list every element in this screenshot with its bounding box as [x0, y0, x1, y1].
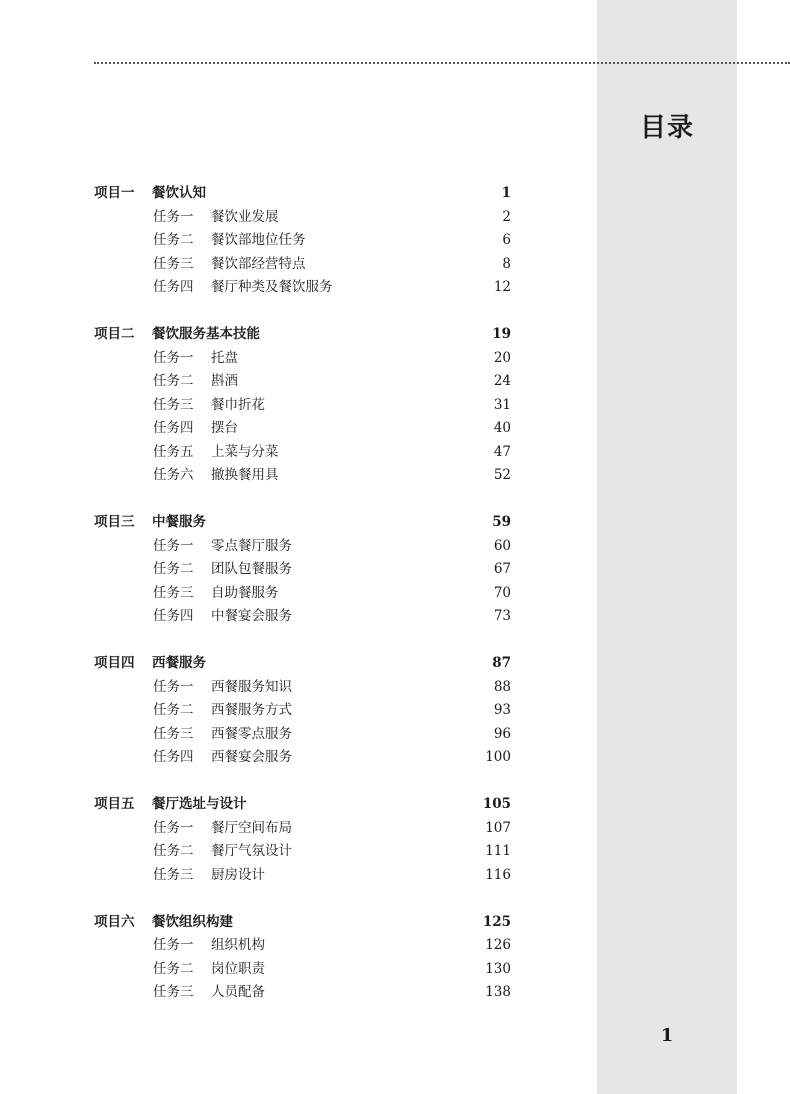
- toc-task-row-title: 西餐零点服务: [211, 725, 292, 742]
- toc-task-row[interactable]: [94, 676, 511, 700]
- toc-task-row[interactable]: [94, 276, 511, 300]
- toc-task-row-title: 零点餐厅服务: [211, 537, 292, 554]
- toc-section: [94, 793, 511, 887]
- toc-task-row-page: 138: [485, 984, 511, 1000]
- toc-task-row-label: 任务三: [153, 255, 194, 272]
- toc-project-row[interactable]: [94, 911, 511, 935]
- toc-task-row-label: 任务一: [153, 537, 194, 554]
- toc-task-row-page: 20: [493, 349, 511, 366]
- toc-task-row-title: 餐厅空间布局: [211, 819, 292, 836]
- toc-task-row-title: 餐厅气氛设计: [211, 843, 292, 859]
- side-band: [597, 0, 737, 1094]
- toc-task-row-page: 111: [485, 843, 511, 859]
- toc-task-row-page: 100: [485, 749, 511, 765]
- toc-task-row-label: 任务三: [153, 866, 194, 883]
- toc-project-row-page: 87: [492, 655, 511, 671]
- toc-task-row[interactable]: [94, 840, 511, 864]
- toc-section: [94, 323, 511, 488]
- toc-task-row[interactable]: [94, 582, 511, 606]
- toc-task-row[interactable]: [94, 864, 511, 888]
- toc-project-row-label: 项目六: [94, 913, 135, 930]
- toc-task-row-label: 任务三: [153, 584, 194, 601]
- toc-section: [94, 911, 511, 1005]
- toc-task-row-page: 73: [493, 608, 511, 624]
- toc-task-row-title: 上菜与分菜: [211, 443, 279, 460]
- toc-task-row-page: 2: [502, 208, 511, 225]
- toc-task-row-label: 任务二: [153, 702, 194, 718]
- toc-task-row[interactable]: [94, 699, 511, 723]
- toc-task-row-label: 任务二: [153, 373, 194, 389]
- toc-task-row-label: 任务四: [153, 749, 194, 765]
- toc-project-row-title: 餐饮服务基本技能: [152, 326, 260, 342]
- toc-task-row[interactable]: [94, 417, 511, 441]
- toc-task-row-title: 餐饮部经营特点: [211, 255, 306, 272]
- toc-task-row-title: 西餐服务知识: [211, 678, 292, 695]
- toc-task-row-label: 任务二: [153, 960, 194, 977]
- dotted-rule: [94, 62, 790, 64]
- toc-task-row-label: 任务三: [153, 725, 194, 742]
- toc-project-row-title: 餐饮组织构建: [152, 913, 233, 930]
- toc-task-row[interactable]: [94, 723, 511, 747]
- toc-task-row-label: 任务二: [153, 843, 194, 859]
- toc-task-row[interactable]: [94, 253, 511, 277]
- toc-task-row-page: 130: [485, 960, 511, 977]
- toc-task-row-title: 自助餐服务: [211, 584, 279, 601]
- toc-task-row-label: 任务一: [153, 208, 194, 225]
- toc-project-row-title: 餐饮认知: [152, 185, 206, 201]
- toc-task-row[interactable]: [94, 934, 511, 958]
- toc-section: [94, 182, 511, 300]
- toc-task-row[interactable]: [94, 817, 511, 841]
- toc-task-row-title: 厨房设计: [211, 866, 265, 883]
- toc-task-row[interactable]: [94, 441, 511, 465]
- toc-project-row-page: 19: [492, 326, 511, 342]
- toc-project-row[interactable]: [94, 511, 511, 535]
- toc-task-row-page: 107: [485, 819, 511, 836]
- toc-task-row-title: 餐厅种类及餐饮服务: [211, 279, 333, 295]
- toc-project-row-title: 中餐服务: [152, 514, 206, 530]
- toc-project-row-label: 项目四: [94, 655, 135, 671]
- toc-task-row-page: 52: [493, 467, 511, 483]
- toc-task-row-page: 126: [485, 937, 511, 953]
- toc-task-row-title: 岗位职责: [211, 960, 265, 977]
- toc-task-row-page: 67: [493, 561, 511, 577]
- toc-task-row[interactable]: [94, 558, 511, 582]
- toc-task-row[interactable]: [94, 605, 511, 629]
- toc-task-row-page: 60: [493, 537, 511, 554]
- toc-task-row-title: 团队包餐服务: [211, 561, 292, 577]
- toc-task-row-page: 93: [493, 702, 511, 718]
- toc-task-row[interactable]: [94, 229, 511, 253]
- toc-task-row-page: 12: [493, 279, 511, 295]
- toc-project-row-label: 项目二: [94, 326, 135, 342]
- toc-section: [94, 652, 511, 770]
- toc-task-row-title: 西餐宴会服务: [211, 749, 292, 765]
- toc-task-row-label: 任务一: [153, 349, 194, 366]
- toc-project-row[interactable]: [94, 652, 511, 676]
- toc-task-row-label: 任务一: [153, 937, 194, 953]
- toc-task-row-page: 116: [485, 866, 511, 883]
- toc-task-row-title: 西餐服务方式: [211, 702, 292, 718]
- toc-task-row[interactable]: [94, 206, 511, 230]
- toc-task-row-page: 70: [493, 584, 511, 601]
- toc-task-row[interactable]: [94, 535, 511, 559]
- toc-task-row-title: 撤换餐用具: [211, 467, 279, 483]
- toc-task-row-label: 任务四: [153, 279, 194, 295]
- toc-task-row[interactable]: [94, 746, 511, 770]
- toc-task-row-title: 餐饮部地位任务: [211, 232, 306, 248]
- toc-task-row-page: 47: [493, 443, 511, 460]
- toc-task-row-label: 任务三: [153, 984, 194, 1000]
- toc-task-row-title: 摆台: [211, 420, 238, 436]
- toc-project-row-title: 餐厅选址与设计: [152, 796, 247, 812]
- toc-task-row[interactable]: [94, 464, 511, 488]
- toc-task-row-page: 40: [493, 420, 511, 436]
- toc-project-row-label: 项目三: [94, 514, 135, 530]
- toc-task-row-title: 托盘: [211, 349, 238, 366]
- toc-task-row-label: 任务二: [153, 232, 194, 248]
- toc-task-row[interactable]: [94, 981, 511, 1005]
- toc-task-row-label: 任务四: [153, 420, 194, 436]
- toc-title: 目录: [639, 113, 694, 143]
- toc-task-row-label: 任务一: [153, 678, 194, 695]
- toc-project-row-page: 59: [492, 514, 511, 530]
- toc-task-row-title: 人员配备: [211, 984, 265, 1000]
- page-number: 1: [660, 1025, 674, 1046]
- toc-task-row[interactable]: [94, 370, 511, 394]
- toc-task-row-title: 斟酒: [211, 373, 238, 389]
- toc-task-row-title: 餐饮业发展: [211, 208, 279, 225]
- toc-task-row-label: 任务五: [153, 443, 194, 460]
- toc-task-row-label: 任务六: [153, 467, 194, 483]
- toc-task-row-page: 96: [493, 725, 511, 742]
- toc-project-row[interactable]: [94, 323, 511, 347]
- toc-project-row[interactable]: [94, 793, 511, 817]
- toc-project-row-page: 105: [482, 796, 511, 812]
- toc-task-row-title: 中餐宴会服务: [211, 608, 292, 624]
- toc-task-row-label: 任务一: [153, 819, 194, 836]
- toc-task-row[interactable]: [94, 958, 511, 982]
- toc-project-row-label: 项目五: [94, 796, 135, 812]
- toc-task-row-label: 任务四: [153, 608, 194, 624]
- toc-task-row-label: 任务三: [153, 396, 194, 413]
- toc-project-row-title: 西餐服务: [152, 655, 206, 671]
- toc-project-row[interactable]: [94, 182, 511, 206]
- toc-task-row-page: 88: [493, 678, 511, 695]
- toc-task-row-page: 8: [502, 255, 511, 272]
- toc-section: [94, 511, 511, 629]
- toc-task-row[interactable]: [94, 347, 511, 371]
- toc-project-row-label: 项目一: [94, 185, 135, 201]
- toc-project-row-page: 125: [482, 913, 511, 930]
- table-of-contents: [94, 182, 511, 1028]
- toc-task-row[interactable]: [94, 394, 511, 418]
- toc-task-row-page: 6: [502, 232, 511, 248]
- toc-task-row-page: 31: [493, 396, 511, 413]
- toc-project-row-page: 1: [501, 185, 511, 201]
- toc-task-row-label: 任务二: [153, 561, 194, 577]
- toc-task-row-page: 24: [493, 373, 511, 389]
- toc-task-row-title: 组织机构: [211, 937, 265, 953]
- toc-task-row-title: 餐巾折花: [211, 396, 265, 413]
